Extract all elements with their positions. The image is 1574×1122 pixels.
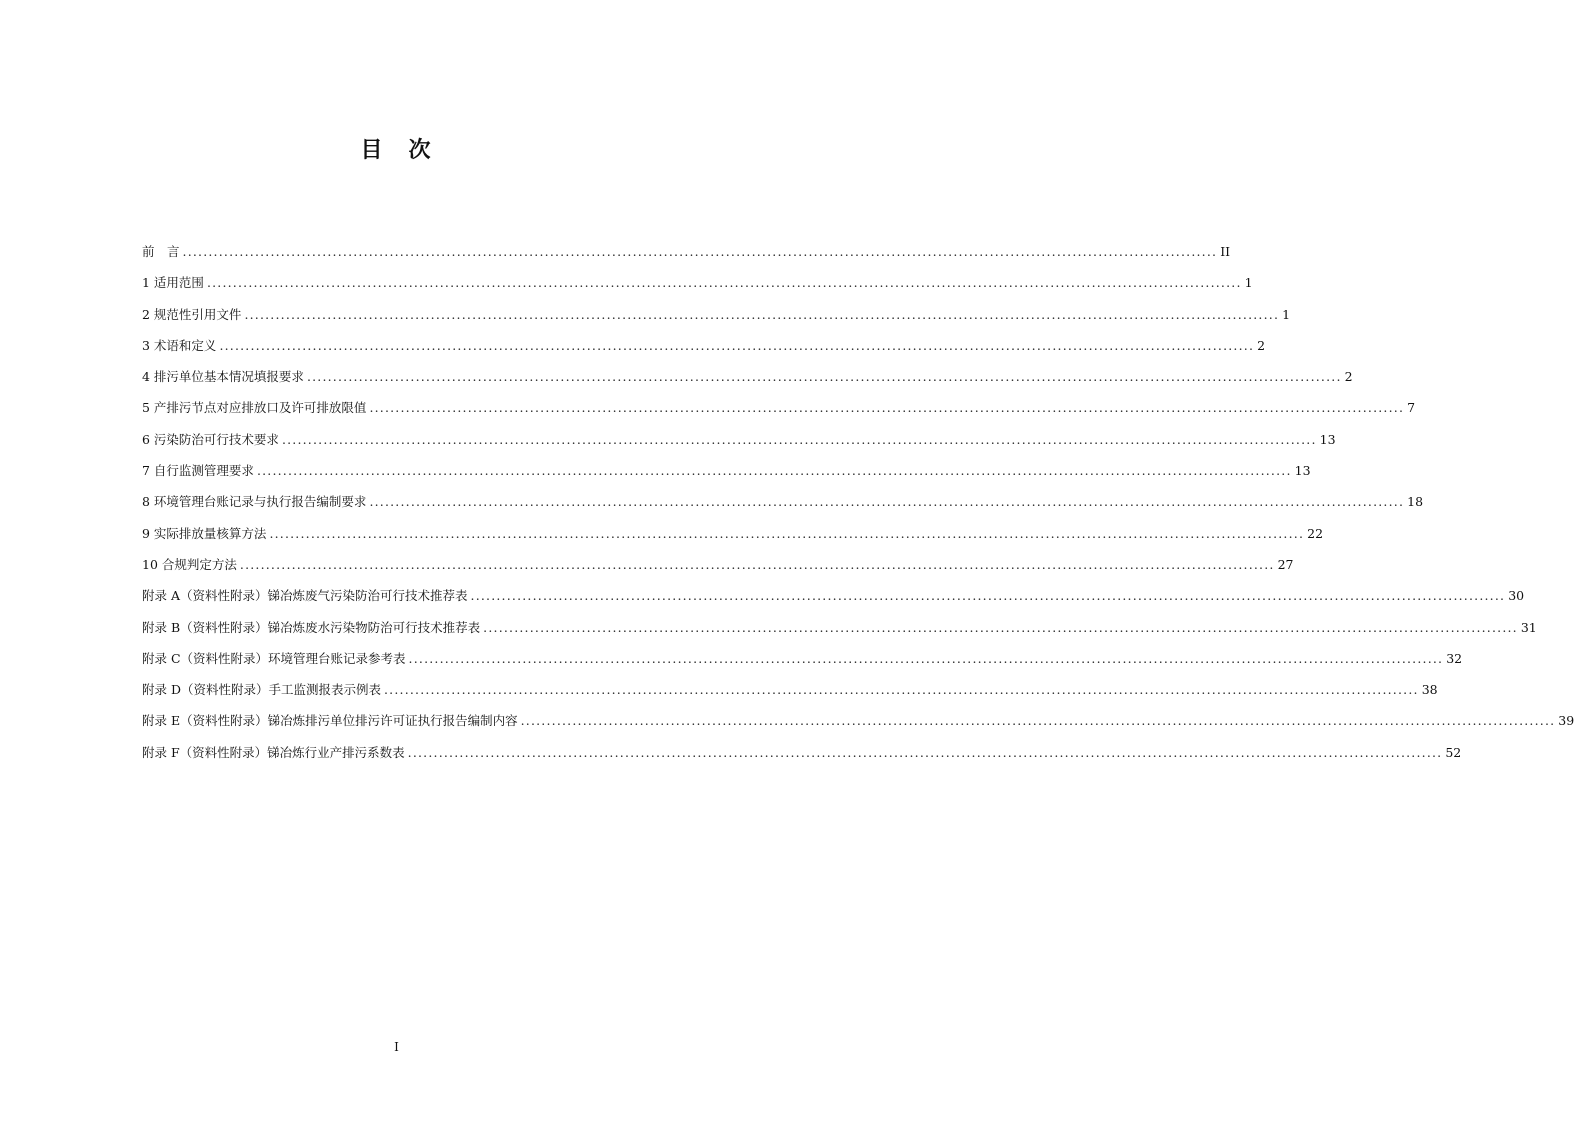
dot-leader: ........................................................................................................................................................................................................ (369, 494, 1405, 510)
dot-leader: ........................................................................................................................................................................................................ (269, 525, 1305, 541)
toc-entry-label: 9 实际排放量核算方法 (142, 525, 267, 541)
toc-entry-3[interactable] (142, 336, 1266, 367)
toc-entry-2[interactable] (142, 305, 1291, 336)
dot-leader: ........................................................................................................................................................................................................ (384, 682, 1419, 698)
toc-entry-label: 7 自行监测管理要求 (142, 463, 254, 479)
toc-entry-page: 30 (1508, 588, 1525, 604)
toc-entry-label: 附录 E（资料性附录）锑冶炼排污单位排污许可证执行报告编制内容 (142, 713, 518, 729)
toc-entry-label: 附录 C（资料性附录）环境管理台账记录参考表 (142, 650, 406, 666)
toc-entry-page: 7 (1407, 400, 1416, 416)
toc-entry-label: 3 术语和定义 (142, 337, 217, 353)
toc-entry-page: 13 (1294, 463, 1311, 479)
table-of-contents (142, 242, 1574, 774)
dot-leader: ........................................................................................................................................................................................................ (407, 744, 1443, 760)
toc-entry-label: 1 适用范围 (142, 275, 204, 291)
toc-entry-page: 22 (1307, 525, 1324, 541)
toc-entry-label: 前 言 (142, 244, 180, 259)
toc-entry-label: 5 产排污节点对应排放口及许可排放限值 (142, 400, 367, 416)
toc-title: 目 次 (360, 138, 433, 163)
toc-entry-page: 13 (1319, 431, 1336, 447)
toc-entry-page: 18 (1407, 494, 1424, 510)
toc-entry-page: 27 (1277, 556, 1294, 572)
toc-entry-page: 1 (1244, 275, 1253, 291)
toc-entry-page: 39 (1558, 713, 1574, 729)
toc-entry-10[interactable] (142, 555, 1294, 586)
page-number: I (394, 1040, 399, 1054)
toc-entry-appendix-d[interactable] (142, 680, 1438, 711)
toc-entry-5[interactable] (142, 398, 1416, 429)
toc-entry-page: 38 (1421, 682, 1438, 698)
toc-entry-8[interactable] (142, 492, 1424, 523)
toc-entry-label: 6 污染防治可行技术要求 (142, 431, 279, 447)
toc-entry-7[interactable] (142, 461, 1311, 492)
toc-entry-label: 附录 B（资料性附录）锑冶炼废水污染物防治可行技术推荐表 (142, 619, 481, 635)
toc-entry-4[interactable] (142, 367, 1353, 398)
dot-leader: ........................................................................................................................................................................................................ (182, 244, 1218, 259)
toc-entry-page: 52 (1445, 744, 1462, 760)
dot-leader: ........................................................................................................................................................................................................ (306, 369, 1342, 385)
toc-entry-foreword[interactable] (142, 242, 1231, 273)
dot-leader: ........................................................................................................................................................................................................ (219, 337, 1255, 353)
toc-entry-page: 31 (1520, 619, 1537, 635)
toc-entry-appendix-f[interactable] (142, 743, 1462, 774)
dot-leader: ........................................................................................................................................................................................................ (369, 400, 1405, 416)
toc-entry-appendix-e[interactable] (142, 711, 1574, 742)
toc-entry-label: 附录 A（资料性附录）锑冶炼废气污染防治可行技术推荐表 (142, 588, 468, 604)
toc-entry-page: 1 (1282, 306, 1291, 322)
toc-entry-appendix-a[interactable] (142, 586, 1525, 617)
toc-entry-appendix-c[interactable] (142, 649, 1463, 680)
dot-leader: ........................................................................................................................................................................................................ (483, 619, 1518, 635)
dot-leader: ........................................................................................................................................................................................................ (244, 306, 1280, 322)
toc-entry-6[interactable] (142, 430, 1336, 461)
toc-entry-9[interactable] (142, 524, 1324, 555)
toc-entry-label: 附录 F（资料性附录）锑冶炼行业产排污系数表 (142, 744, 405, 760)
toc-entry-page: II (1220, 244, 1231, 259)
toc-entry-label: 2 规范性引用文件 (142, 306, 242, 322)
toc-entry-label: 附录 D（资料性附录）手工监测报表示例表 (142, 682, 381, 698)
toc-entry-page: 2 (1344, 369, 1353, 385)
dot-leader: ........................................................................................................................................................................................................ (470, 588, 1506, 604)
toc-entry-label: 4 排污单位基本情况填报要求 (142, 369, 304, 385)
toc-entry-1[interactable] (142, 273, 1253, 304)
dot-leader: ........................................................................................................................................................................................................ (408, 650, 1444, 666)
dot-leader: ........................................................................................................................................................................................................ (281, 431, 1317, 447)
toc-entry-page: 2 (1257, 337, 1266, 353)
dot-leader: ........................................................................................................................................................................................................ (256, 463, 1292, 479)
toc-entry-label: 10 合规判定方法 (142, 556, 237, 572)
toc-entry-page: 32 (1446, 650, 1463, 666)
toc-entry-appendix-b[interactable] (142, 618, 1537, 649)
dot-leader: ........................................................................................................................................................................................................ (520, 713, 1556, 729)
dot-leader: ........................................................................................................................................................................................................ (239, 556, 1275, 572)
toc-entry-label: 8 环境管理台账记录与执行报告编制要求 (142, 494, 367, 510)
dot-leader: ........................................................................................................................................................................................................ (206, 275, 1242, 291)
